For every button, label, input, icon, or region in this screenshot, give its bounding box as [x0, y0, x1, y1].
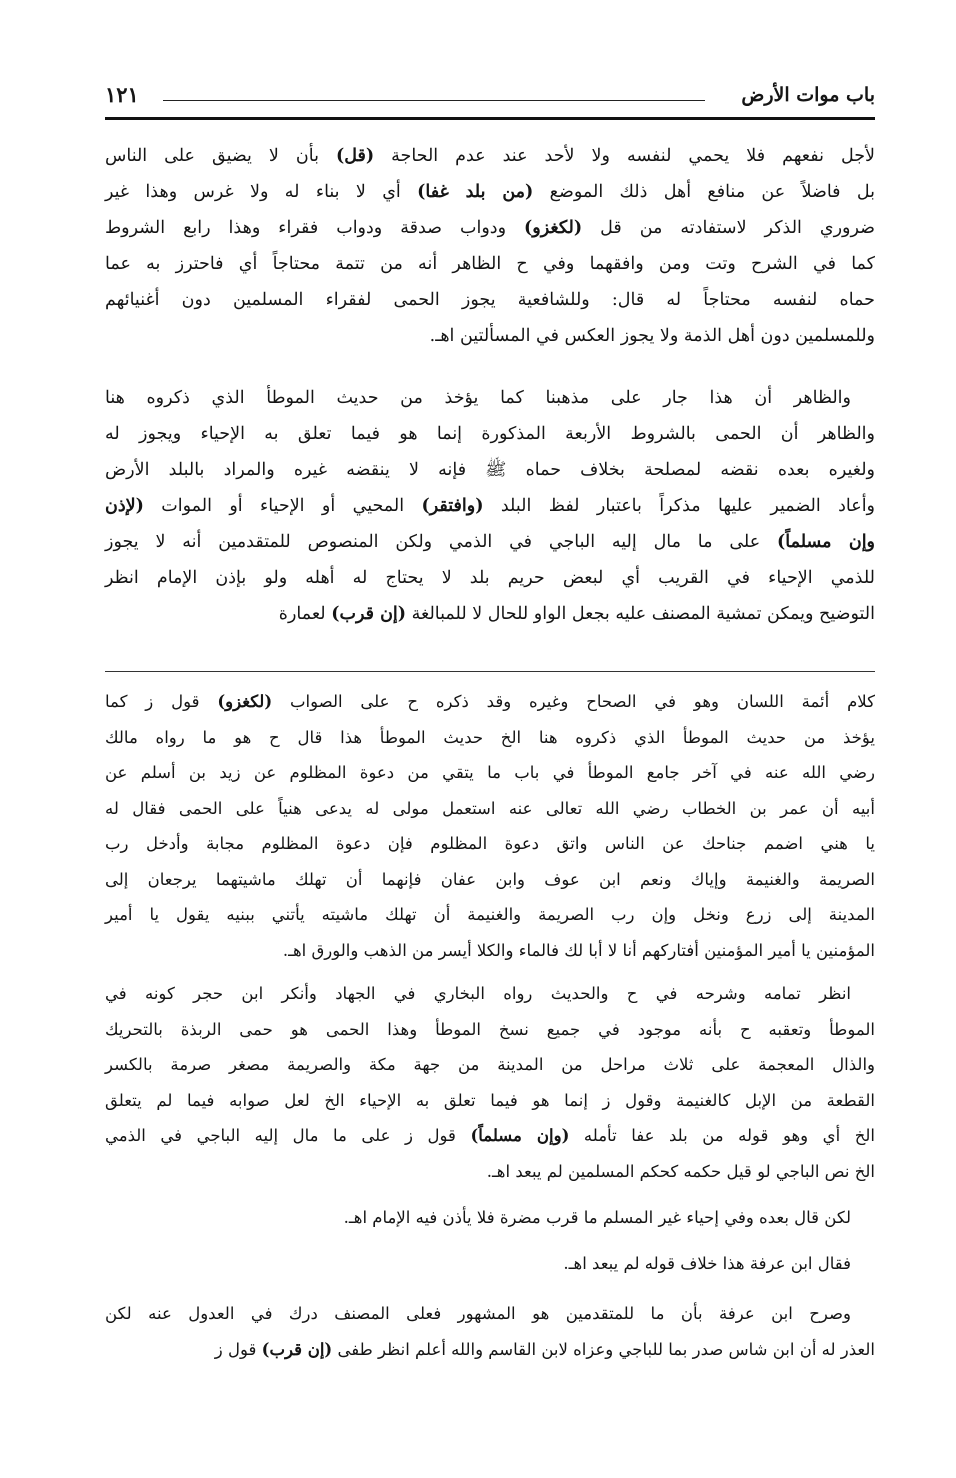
text-segment: أي لا بناء له ولا غرس وهذا غير — [105, 182, 418, 202]
text-segment: ضروري الذكر لاستفادته من قل — [582, 218, 876, 238]
text-segment: قول ز كما — [105, 692, 218, 711]
text-segment: حماه لنفسه محتاجاً له قال: وللشافعية يجوز الحمى لفقراء المسلمين دون أغنيائهم — [105, 290, 875, 310]
text-segment: الخ نص الباجي لو قيل حكمه كحكم المسلمين لم يبعد اهـ. — [486, 1161, 875, 1181]
text-line — [105, 416, 875, 452]
text-segment: على ما مال إليه الباجي في الذمي ولكن المنصوص للمتقدمين أنه لا يجوز — [105, 532, 777, 552]
text-line — [105, 560, 875, 596]
quoted-matn: (لإذن — [105, 496, 144, 516]
text-segment: كما في الشرح وتت ومن وافقهما وفي ح الظاهر أنه من تتمة محتاجاً أي فاحترز به عما — [105, 254, 875, 274]
text-line — [105, 318, 875, 354]
text-segment: بأن لا يضيق على الناس — [105, 146, 336, 166]
text-segment: انظر تمامه وشرحه في ح والحديث رواه البخاري في الجهاد وأنكر ابن حجر كونه في — [105, 984, 851, 1003]
text-line — [105, 452, 875, 488]
quoted-matn: (وإن مسلماً) — [470, 1126, 570, 1145]
text-line — [105, 1200, 875, 1236]
text-segment: يا هني اضمم جناحك عن الناس واتق دعوة المظلوم فإن دعوة المظلوم مجابة وأدخل رب — [105, 834, 875, 853]
text-segment: القطعة من الإبل كالغنيمة وقول ز إنما هو فيما تعلق به الإحياء الخ لعل صوابه فيما لم يتعلق — [105, 1090, 875, 1110]
footnote-paragraph-2 — [105, 976, 875, 1189]
text-line — [105, 596, 875, 632]
text-segment: لأجل نفعهم فلا يحمي لنفسه ولا لأحد عند عدم الحاجة — [374, 146, 875, 166]
quoted-matn: (قل) — [335, 146, 375, 166]
running-header — [105, 78, 875, 118]
text-line — [105, 684, 875, 720]
text-segment: والذال المعجمة على ثلاث مراحل من المدينة من جهة مكة والصريمة مصغر صرمة بالكسر — [105, 1055, 875, 1074]
text-segment: وصرح ابن عرفة بأن ما للمتقدمين هو المشهور فعلى المصنف درك في العدول عنه لكن — [105, 1304, 851, 1323]
text-segment: فقال ابن عرفة هذا خلاف قوله لم يبعد اهـ. — [563, 1254, 851, 1273]
text-line — [105, 210, 875, 246]
footnote-paragraph-5 — [105, 1296, 875, 1367]
text-line — [105, 246, 875, 282]
quoted-matn: (إن قرب) — [261, 1339, 333, 1359]
text-segment: لكن قال بعده وفي إحياء غير المسلم ما قرب مضرة فلا يأذن فيه الإمام اهـ. — [343, 1208, 851, 1227]
text-segment: قول ز — [214, 1339, 262, 1359]
text-segment: للذمي الإحياء في القريب أي لبعض حريم بلد لا يحتاج له أهله ولو بإذن الإمام انظر — [105, 568, 875, 588]
text-segment: العذر له أن ابن شاس صدر بما للباجي وعزاه لابن القاسم والله أعلم انظر طفى — [332, 1339, 875, 1359]
header-underline — [105, 117, 875, 120]
text-segment: وللمسلمين دون أهل الذمة ولا يجوز العكس في المسألتين اهـ. — [429, 326, 875, 346]
text-segment: أبيه أن عمر بن الخطاب رضي الله تعالى عنه استعمل مولى له يدعى هنياً على الحمى فقال له — [105, 798, 875, 818]
text-line — [105, 138, 875, 174]
text-segment: الصريمة والغنيمة وإياك ونعم ابن عوف وابن عفان فإنهما أن تهلك ماشيتهما يرجعان إلى — [105, 869, 875, 889]
text-segment: بل فاضلاً عن منافع أهل ذلك الموضع — [533, 182, 875, 202]
text-line — [105, 1296, 875, 1332]
text-segment: ودواب صدقة ودواب فقراء وهذا رابع الشروط — [105, 218, 525, 238]
text-line — [105, 976, 875, 1012]
footnote-paragraph-3 — [105, 1200, 875, 1236]
page-number: ١٢١ — [105, 82, 139, 107]
text-segment: المدينة إلى زرع ونخل وإن رب الصريمة والغنيمة أن تهلك ماشيته يأتني ببنيه يقول يا أمير — [105, 905, 875, 924]
text-segment: الموطأ وتعقبه ح بأنه موجود في جميع نسخ الموطأ وهذا الحمى هو حمى الربذة بالتحريك — [105, 1019, 875, 1039]
text-line — [105, 1246, 875, 1282]
quoted-matn: (لكغزو) — [524, 218, 583, 238]
footnote-paragraph-4 — [105, 1246, 875, 1282]
text-segment: والظاهر أن الحمى بالشروط الأربعة المذكورة إنما هو فيما تعلق به الإحياء ويجوز له — [105, 424, 875, 444]
text-segment: والظاهر أن هذا جار على مذهبنا كما يؤخذ من حديث الموطأ الذي ذكروه هنا — [105, 388, 851, 408]
text-segment: المحيي أو الإحياء أو الموات — [143, 496, 422, 516]
text-line — [105, 933, 875, 969]
quoted-matn: (لكغزو) — [217, 692, 273, 711]
footnote-divider — [105, 671, 875, 672]
text-line — [105, 1118, 875, 1154]
quoted-matn: (وافتقر) — [421, 496, 484, 516]
text-line — [105, 488, 875, 524]
text-segment: التوضيح ويمكن تمشية المصنف عليه بجعل الواو للحال لا للمبالغة — [406, 604, 875, 624]
text-segment: لعمارة — [278, 604, 332, 624]
footnote-paragraph-1 — [105, 684, 875, 968]
text-line — [105, 862, 875, 898]
text-line — [105, 720, 875, 756]
text-line — [105, 1332, 875, 1368]
text-segment: قول ز على ما مال إليه الباجي في الذمي — [105, 1126, 471, 1145]
text-line — [105, 1047, 875, 1083]
quoted-matn: وإن مسلماً) — [776, 532, 876, 552]
text-line — [105, 791, 875, 827]
text-line — [105, 380, 875, 416]
text-segment: الخ أي وهو قوله من بلد عفا تأمله — [569, 1126, 875, 1145]
text-segment: وأعاد الضمير عليها مذكراً باعتبار لفظ البلد — [483, 496, 876, 516]
text-line — [105, 1083, 875, 1119]
text-line — [105, 755, 875, 791]
text-segment: رضي الله عنه في آخر جامع الموطأ في باب ما يتقي من دعوة المظلوم عن زيد بن أسلم عن — [105, 763, 875, 782]
quoted-matn: (من بلد غفا) — [417, 182, 534, 202]
text-segment: كلام أئمة اللسان وهو في الصحاح وغيره وقد ذكره ح على الصواب — [272, 692, 875, 711]
main-paragraph-2 — [105, 380, 875, 632]
text-line — [105, 282, 875, 318]
text-line — [105, 1012, 875, 1048]
text-segment: المؤمنين يا أمير المؤمنين أفتاركهم أنا لا أبا لك فالماء والكلا أيسر من الذهب والورق اهـ. — [282, 940, 875, 960]
text-line — [105, 524, 875, 560]
text-segment: يؤخذ من حديث الموطأ الذي ذكروه هنا الخ حديث الموطأ هذا قال ح هو ما رواه مالك — [105, 727, 875, 747]
main-paragraph-1 — [105, 138, 875, 354]
text-line — [105, 826, 875, 862]
text-line — [105, 1154, 875, 1190]
text-segment: ولغيره بعده نقضه لمصلحة بخلاف حماه ﷺ فإنه لا ينقضه غيره والمراد بالبلد الأرض — [105, 460, 875, 480]
header-rule — [163, 100, 705, 101]
chapter-title: باب موات الأرض — [741, 84, 875, 106]
text-line — [105, 174, 875, 210]
quoted-matn: (إن قرب) — [331, 604, 407, 624]
text-line — [105, 897, 875, 933]
